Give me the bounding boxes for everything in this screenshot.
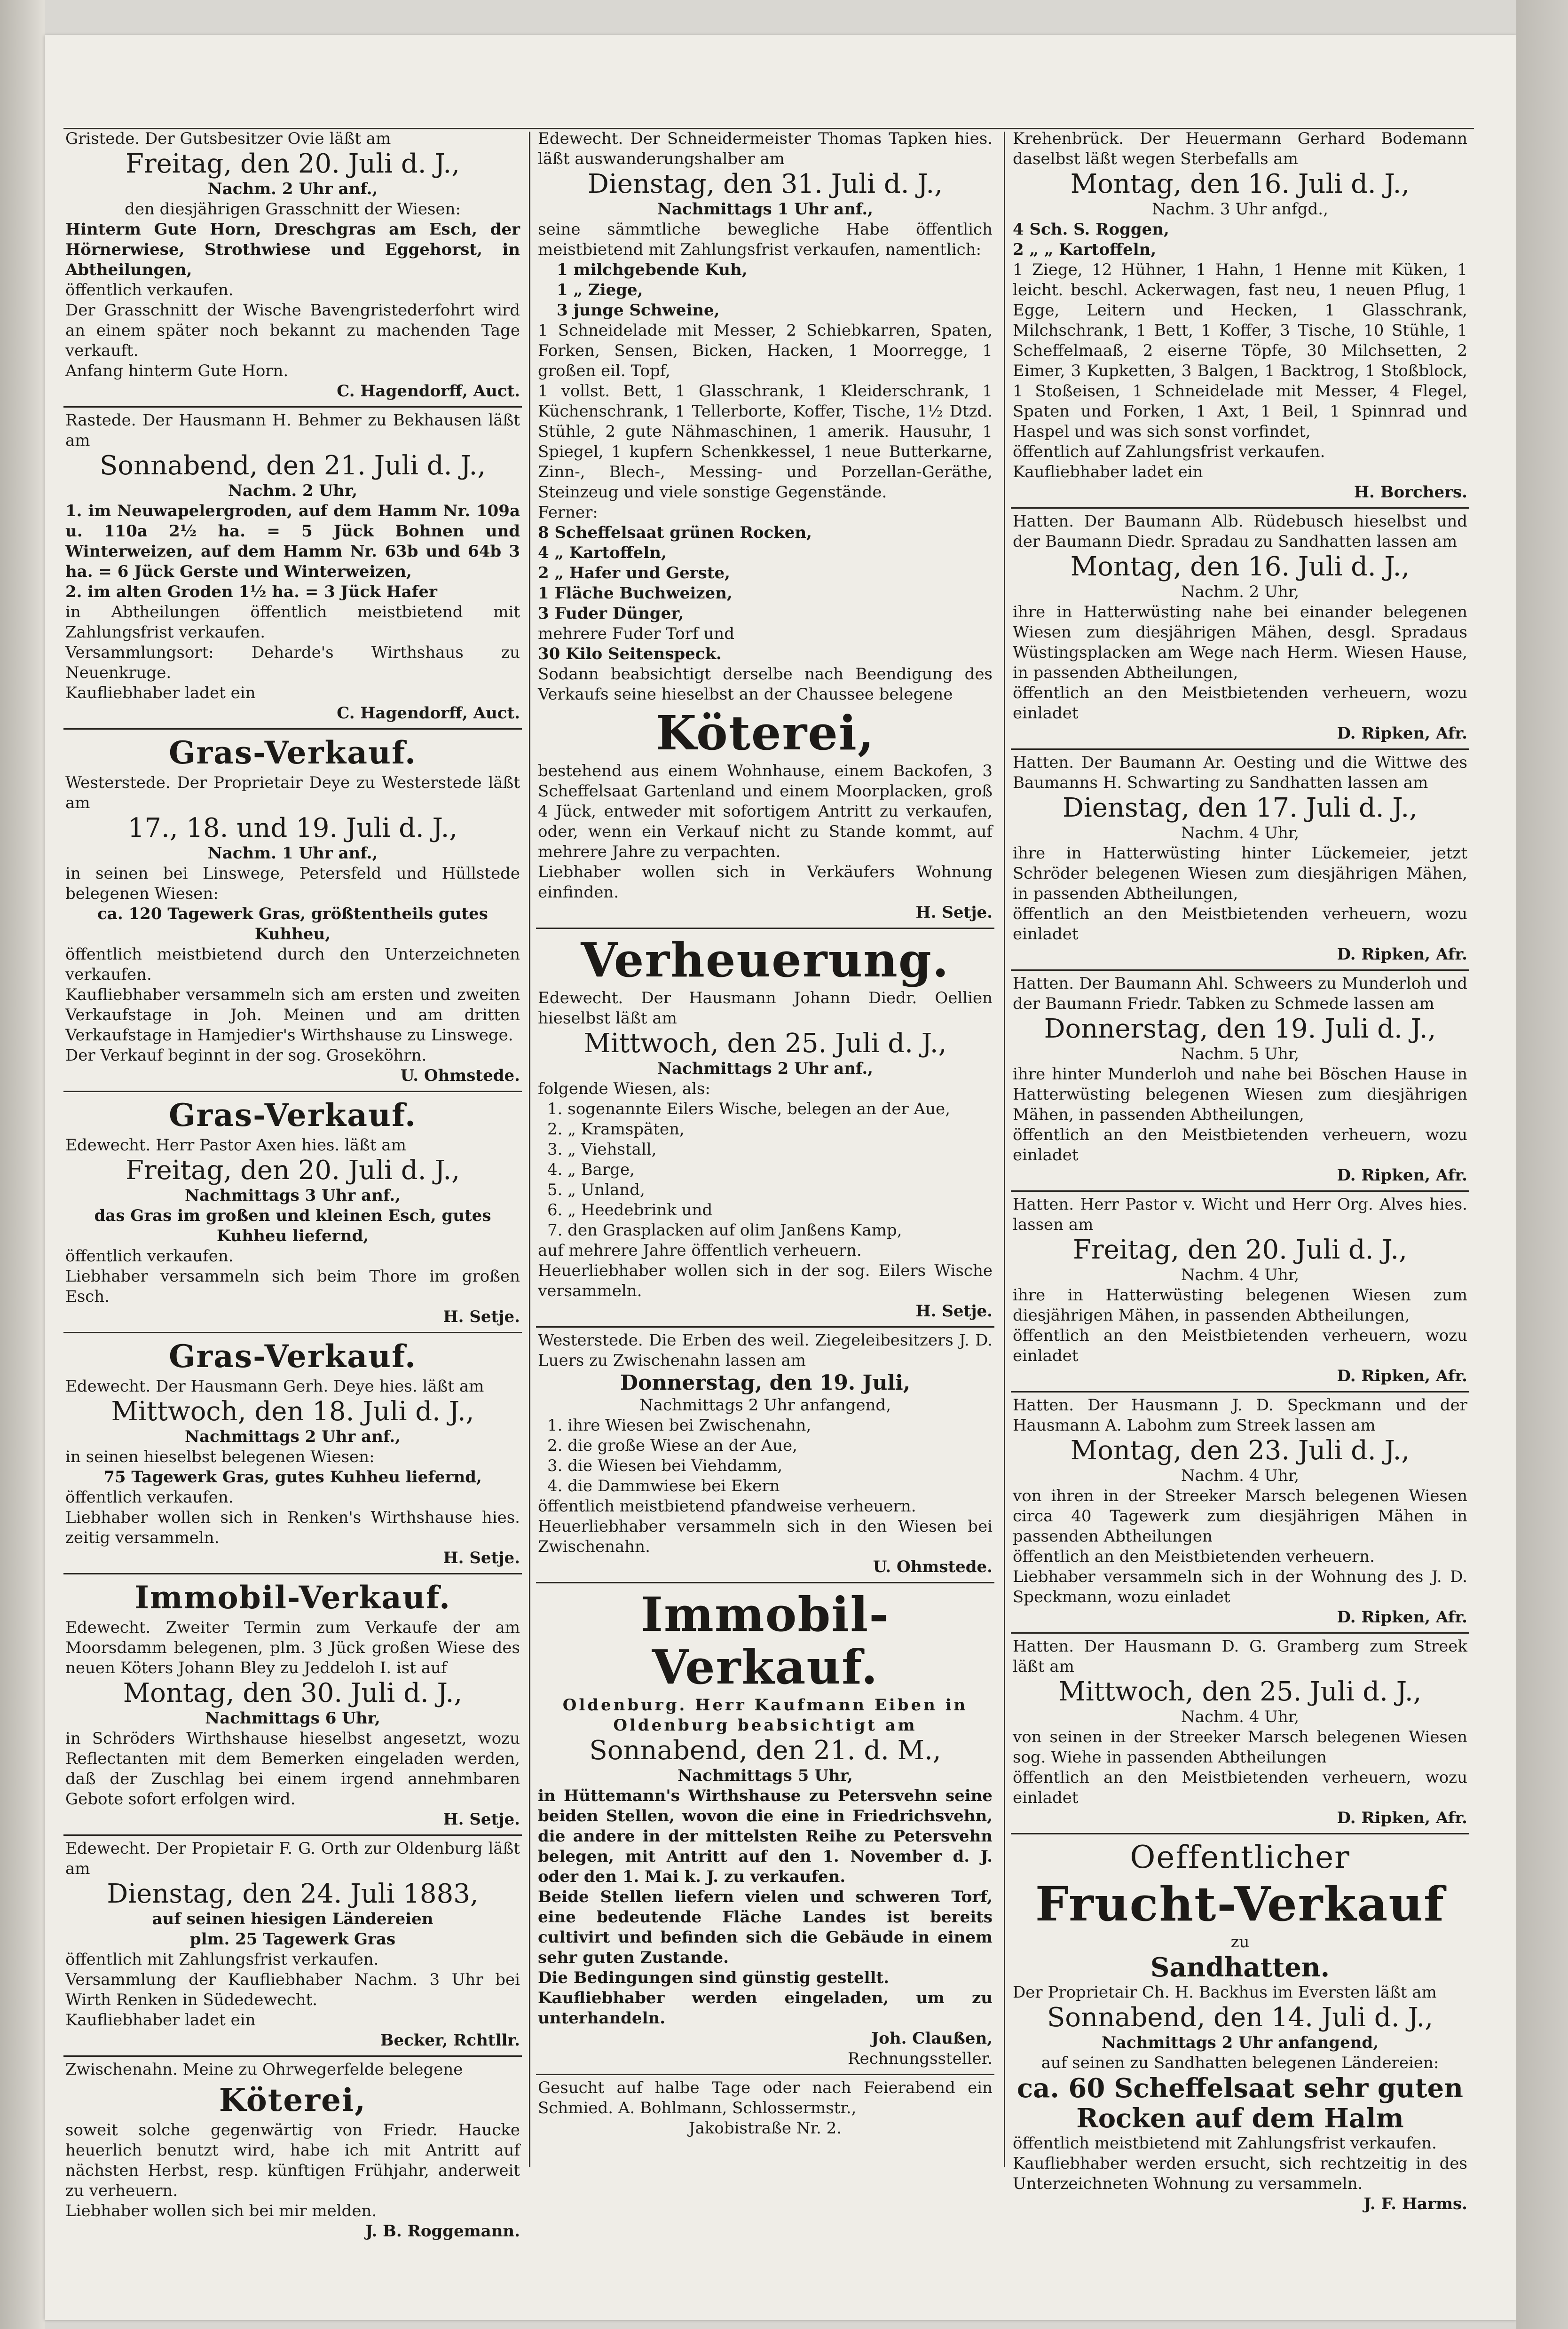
ad-text: soweit solche gegenwärtig von Friedr. Haucke heuerlich benutzt wird, habe ich mit Antritt auf nächsten Herbst, resp. künftigen Frühjahr, anderweit zu verheuern. — [65, 2121, 520, 2200]
ad-signature: H. Borchers. — [1354, 483, 1467, 502]
ad-text: in seinen hieselbst belegenen Wiesen: — [65, 1448, 375, 1466]
ad-intro: Gristede. Der Gutsbesitzer Ovie läßt am — [65, 129, 391, 148]
ad-text: öffentlich mit Zahlungsfrist verkaufen. — [65, 1950, 379, 1969]
ad-signature: H. Setje. — [915, 1302, 993, 1321]
ad-intro: Edewecht. Zweiter Termin zum Verkaufe der am Moorsdamm belegenen, plm. 3 Jück großen Wiese des neuen Köters Johann Bley zu Jeddeloh I. ist auf — [65, 1618, 520, 1677]
ad-date: Donnerstag, den 19. Juli d. J., — [1044, 1014, 1436, 1044]
ad-heading: Köterei, — [219, 2082, 367, 2118]
column-2 — [536, 126, 994, 2282]
ad-text: Kaufliebhaber werden ersucht, sich rechtzeitig in des Unterzeichneten Wohnung zu versammeln. — [1013, 2154, 1467, 2193]
ad-date: Montag, den 30. Juli d. J., — [123, 1678, 463, 1708]
ad-gras-verkauf-westerstede — [63, 730, 522, 1092]
ad-text: Liebhaber wollen sich in Renken's Wirthshause hies. zeitig versammeln. — [65, 1508, 520, 1547]
ad-item: 3 Fuder Dünger, — [538, 604, 684, 623]
ad-signature: J. F. Harms. — [1363, 2195, 1467, 2213]
ad-text: in Hüttemann's Wirthshause zu Petersvehn seine beiden Stellen, wovon die eine in Friedrichsvehn, die andere in der mittelsten Reihe zu Petersvehn belegen, mit Antritt auf den 1. November d. J. oder den 1. Mai k. J. zu verkaufen. — [538, 1786, 993, 1886]
ad-text: 1 vollst. Bett, 1 Glasschrank, 1 Kleiderschrank, 1 Küchenschrank, 1 Tellerborte, Koffer, Tische, 1½ Dtzd. Stühle, 2 gute Nähmaschinen, 1 amerik. Hausuhr, 1 Spiegel, 1 kupfern Schenkkessel, 1 neue Butterkarne, Zinn-, Blech-, Messing- und Porzellan-Geräthe, Steinzeug und viele sonstige Gegenstände. — [538, 382, 993, 502]
ad-heading: Verheuerung. — [581, 932, 950, 988]
ad-date: Dienstag, den 24. Juli 1883, — [107, 1879, 479, 1909]
column-rule-1 — [529, 132, 530, 2167]
ad-signature: H. Setje. — [443, 1810, 520, 1829]
ad-signature: C. Hagendorff, Auct. — [337, 704, 520, 723]
ad-item: 1 „ Ziege, — [557, 281, 643, 299]
ad-intro: Edewecht. Der Schneidermeister Thomas Tapken hies. läßt auswanderungshalber am — [538, 129, 993, 168]
ad-time: Nachm. 2 Uhr, — [1181, 582, 1300, 601]
scan-right-edge — [1516, 0, 1568, 2329]
ad-item: 2 „ „ Kartoffeln, — [1013, 240, 1157, 259]
ad-heading: Gras-Verkauf. — [168, 734, 417, 771]
ad-date: Freitag, den 20. Juli d. J., — [1072, 1235, 1408, 1265]
ad-frucht-verkauf — [1011, 1834, 1469, 2219]
ad-time: Nachm. 2 Uhr anf., — [207, 180, 378, 198]
ad-time: Nachmittags 2 Uhr anf., — [657, 1059, 874, 1078]
ad-signature: Becker, Rchtllr. — [380, 2031, 520, 2050]
ad-text: bestehend aus einem Wohnhause, einem Backofen, 3 Scheffelsaat Gartenland und einem Moorplacken, groß 4 Jück, entweder mit sofortigem Antritt zu verkaufen, oder, wenn ein Verkauf nicht zu Stande kommt, auf mehrere Jahre zu verpachten. — [538, 762, 993, 861]
ad-time: Nachmittags 5 Uhr, — [678, 1766, 853, 1785]
list-item: 4. „ Barge, — [547, 1160, 635, 1179]
ad-text: öffentlich an den Meistbietenden verheuern, wozu einladet — [1013, 1125, 1467, 1164]
ad-text: Liebhaber versammeln sich in der Wohnung des J. D. Speckmann, wozu einladet — [1013, 1567, 1467, 1606]
ad-text: Ferner: — [538, 503, 598, 522]
ad-heading: Gras-Verkauf. — [168, 1338, 417, 1375]
scan-left-edge — [0, 0, 45, 2329]
ad-text: von ihren in der Streeker Marsch belegenen Wiesen circa 40 Tagewerk zum diesjährigen Mähen in passenden Abtheilungen — [1013, 1487, 1467, 1546]
ad-intro: Hatten. Der Baumann Ahl. Schweers zu Munderloh und der Baumann Friedr. Tabken zu Schmede lassen am — [1013, 974, 1467, 1013]
list-item: 2. „ Kramspäten, — [547, 1120, 685, 1139]
list-item: 4. die Dammwiese bei Ekern — [547, 1477, 780, 1495]
ad-time: Nachm. 4 Uhr, — [1181, 824, 1300, 842]
list-item: 6. „ Heedebrink und — [547, 1201, 713, 1220]
ad-signature: Joh. Claußen, — [871, 2029, 993, 2048]
ad-text: öffentlich an den Meistbietenden verheuern, wozu einladet — [1013, 684, 1467, 723]
ad-text: öffentlich an den Meistbietenden verheuern, wozu einladet — [1013, 1768, 1467, 1807]
ad-text: Beide Stellen liefern vielen und schweren Torf, eine bedeutende Fläche Landes ist bereits cultivirt und befinden sich die Gebäude in einem sehr guten Zustande. — [538, 1888, 993, 1967]
ad-verheuerung-oellien — [536, 929, 994, 1328]
ad-item: 3 junge Schweine, — [557, 301, 720, 320]
ad-text: 1 Ziege, 12 Hühner, 1 Hahn, 1 Henne mit Küken, 1 leicht. beschl. Ackerwagen, fast neu, 1 neuen Pflug, 1 Egge, Leitern und Hecken, 1 Glasschrank, Milchschrank, 1 Bett, 1 Koffer, 3 Tische, 10 Stühle, 1 Scheffelmaaß, 2 eiserne Töpfe, 30 Milchsetten, 2 Eimer, 3 Kupketten, 3 Balgen, 1 Backtrog, 1 Stoßblock, 1 Stoßeisen, 1 Schneidelade mit Messer, 4 Flegel, Spaten und Forken, 1 Axt, 1 Beil, 1 Spinnrad und Haspel und was sich sonst vorfindet, — [1013, 260, 1467, 441]
ad-date: Montag, den 23. Juli d. J., — [1070, 1435, 1410, 1466]
ad-bodemann — [1011, 126, 1469, 509]
ad-time: Nachm. 2 Uhr, — [228, 481, 358, 500]
ad-intro: Edewecht. Der Propietair F. G. Orth zur Oldenburg läßt am — [65, 1839, 520, 1878]
ad-intro: Hatten. Der Hausmann J. D. Speckmann und der Hausmann A. Labohm zum Streek lassen am — [1013, 1396, 1467, 1435]
ad-text: Kaufliebhaber ladet ein — [1013, 463, 1203, 481]
ad-date: Freitag, den 20. Juli d. J., — [125, 1155, 460, 1186]
ad-text: ihre hinter Munderloh und nahe bei Böschen Hause in Hatterwüsting belegenen Wiesen zum diesjährigen Mähen, in passenden Abtheilungen, — [1013, 1065, 1467, 1124]
list-item: 3. „ Viehstall, — [547, 1140, 657, 1159]
column-1 — [63, 126, 522, 2282]
ad-text: Der Verkauf beginnt in der sog. Groseköhrn. — [65, 1046, 427, 1065]
ad-text: öffentlich an den Meistbietenden verheuern, wozu einladet — [1013, 905, 1467, 944]
ad-heading: Oeffentlicher — [1130, 1839, 1350, 1875]
ad-signature: H. Setje. — [915, 903, 993, 922]
ad-text: ihre in Hatterwüsting belegenen Wiesen zum diesjährigen Mähen, in passenden Abtheilungen, — [1013, 1286, 1467, 1325]
ad-text: Hinterm Gute Horn, Dreschgras am Esch, der Hörnerwiese, Strothwiese und Eggehorst, in Abtheilungen, — [65, 220, 520, 279]
ad-gras-verkauf-deye — [63, 1333, 522, 1574]
column-rule-2 — [1004, 132, 1005, 2167]
ad-text: 2. im alten Groden 1½ ha. = 3 Jück Hafer — [65, 582, 437, 601]
ad-intro: Edewecht. Der Hausmann Johann Diedr. Oellien hieselbst läßt am — [538, 989, 993, 1028]
ad-date: Freitag, den 20. Juli d. J., — [125, 149, 460, 179]
ad-intro: Westerstede. Der Proprietair Deye zu Westerstede läßt am — [65, 773, 520, 812]
ad-intro: Krehenbrück. Der Heuermann Gerhard Bodemann daselbst läßt wegen Sterbefalls am — [1013, 129, 1467, 168]
ad-time: Nachm. 4 Uhr, — [1181, 1466, 1300, 1485]
ad-date: Montag, den 16. Juli d. J., — [1070, 169, 1410, 199]
ad-text: öffentlich verkaufen. — [65, 281, 234, 299]
ad-signature: J. B. Roggemann. — [365, 2222, 520, 2241]
ad-hatten-oesting — [1011, 750, 1469, 971]
ad-text: ca. 120 Tagewerk Gras, größtentheils gutes Kuhheu, — [97, 905, 488, 944]
ad-text: ca. 60 Scheffelsaat sehr guten Rocken auf dem Halm — [1017, 2073, 1463, 2134]
ad-item: 8 Scheffelsaat grünen Rocken, — [538, 523, 812, 542]
ad-text: öffentlich an den Meistbietenden verheuern. — [1013, 1547, 1375, 1566]
ad-signature: H. Setje. — [443, 1307, 520, 1326]
ad-item: 4 „ Kartoffeln, — [538, 543, 667, 562]
ad-signature-title: Rechnungssteller. — [848, 2049, 993, 2068]
ad-text: Kaufliebhaber ladet ein — [65, 2011, 256, 2030]
ad-text: Liebhaber versammeln sich beim Thore im großen Esch. — [65, 1267, 520, 1306]
ad-text: Die Bedingungen sind günstig gestellt. — [538, 1968, 890, 1987]
ad-text: seine sämmtliche bewegliche Habe öffentlich meistbietend mit Zahlungsfrist verkaufen, namentlich: — [538, 220, 993, 259]
list-item: 1. ihre Wiesen bei Zwischenahn, — [547, 1416, 812, 1435]
ad-time: Nachmittags 3 Uhr anf., — [184, 1186, 401, 1205]
ad-text: Liebhaber wollen sich bei mir melden. — [65, 2202, 377, 2220]
list-item: 2. die große Wiese an der Aue, — [547, 1436, 797, 1455]
ad-gristede — [63, 126, 522, 408]
ad-heading-place: Sandhatten. — [1150, 1952, 1330, 1983]
ad-text: ihre in Hatterwüsting hinter Lückemeier, jetzt Schröder belegenen Wiesen zum diesjährigen Mähen, in passenden Abtheilungen, — [1013, 844, 1467, 903]
ad-text: Versammlungsort: Deharde's Wirthshaus zu Neuenkruge. — [65, 643, 520, 682]
ad-text: Liebhaber wollen sich in Verkäufers Wohnung einfinden. — [538, 863, 993, 902]
ad-date: Dienstag, den 17. Juli d. J., — [1062, 793, 1418, 823]
ad-signature: C. Hagendorff, Auct. — [337, 382, 520, 401]
ad-signature: D. Ripken, Afr. — [1337, 1166, 1467, 1185]
ad-intro: Oldenburg. Herr Kaufmann Eiben in Oldenburg beabsichtigt am — [562, 1696, 968, 1735]
ad-rastede — [63, 408, 522, 730]
ad-intro: Zwischenahn. Meine zu Ohrwegerfelde belegene — [65, 2060, 463, 2079]
ad-date: Mittwoch, den 18. Juli d. J., — [111, 1396, 474, 1427]
ad-text: Sodann beabsichtigt derselbe nach Beendigung des Verkaufs seine hieselbst an der Chaussee belegene — [538, 665, 993, 704]
ad-time: Nachm. 4 Uhr, — [1181, 1707, 1300, 1726]
ad-date: Donnerstag, den 19. Juli, — [620, 1371, 911, 1395]
ad-text: Der Grasschnitt der Wische Bavengristederfohrt wird an einem später noch bekannt zu machenden Tage verkauft. — [65, 301, 520, 360]
ad-text: von seinen in der Streeker Marsch belegenen Wiesen sog. Wiehe in passenden Abtheilungen — [1013, 1728, 1467, 1767]
ad-intro: Hatten. Der Baumann Alb. Rüdebusch hieselbst und der Baumann Diedr. Spradau zu Sandhatten lassen am — [1013, 512, 1467, 551]
ad-tapken — [536, 126, 994, 929]
ad-text: 75 Tagewerk Gras, gutes Kuhheu liefernd, — [103, 1468, 482, 1487]
ad-text: in Schröders Wirthshause hieselbst angesetzt, wozu Reflectanten mit dem Bemerken eingeladen werden, daß der Zuschlag bei einem irgend annehmbaren Gebote sofort erfolgen wird. — [65, 1729, 520, 1809]
ad-intro: Hatten. Der Baumann Ar. Oesting und die Wittwe des Baumanns H. Schwarting zu Sandhatten lassen am — [1013, 753, 1467, 792]
ad-text: Kaufliebhaber versammeln sich am ersten und zweiten Verkaufstage in Joh. Meinen und am dritten Verkaufstage in Hamjedier's Wirthshause zu Linswege. — [65, 985, 520, 1045]
ad-text: Kaufliebhaber werden eingeladen, um zu unterhandeln. — [538, 1989, 993, 2028]
ad-text: plm. 25 Tagewerk Gras — [189, 1930, 396, 1949]
ad-hatten-schweers — [1011, 971, 1469, 1192]
ad-hatten-ruedebusch — [1011, 509, 1469, 750]
ad-date: Mittwoch, den 25. Juli d. J., — [1058, 1676, 1422, 1707]
ad-date: Sonnabend, den 21. d. M., — [589, 1735, 941, 1766]
ad-time: Nachm. 3 Uhr anfgd., — [1152, 200, 1328, 219]
ad-text: 1 Schneidelade mit Messer, 2 Schiebkarren, Spaten, Forken, Sensen, Bicken, Hacken, 1 Moorregge, 1 großen eil. Topf, — [538, 321, 993, 380]
ad-signature: D. Ripken, Afr. — [1337, 945, 1467, 964]
ad-text: Jakobistraße Nr. 2. — [688, 2119, 842, 2138]
ad-item: 4 Sch. S. Roggen, — [1013, 220, 1169, 239]
ad-hatten-gramberg — [1011, 1634, 1469, 1834]
ad-item: mehrere Fuder Torf und — [538, 624, 734, 643]
ad-date: 17., 18. und 19. Juli d. J., — [127, 813, 458, 843]
ad-heading: Immobil-Verkauf. — [134, 1579, 451, 1616]
ad-text: öffentlich meistbietend durch den Unterzeichneten verkaufen. — [65, 945, 520, 984]
ad-signature: H. Setje. — [443, 1549, 520, 1567]
ad-signature: U. Ohmstede. — [873, 1558, 993, 1576]
ad-text: folgende Wiesen, als: — [538, 1079, 710, 1098]
ad-text: Heuerliebhaber versammeln sich in den Wiesen bei Zwischenahn. — [538, 1517, 993, 1556]
ad-text: öffentlich meistbietend mit Zahlungsfrist verkaufen. — [1013, 2134, 1437, 2153]
ad-immobil-verkauf-eiben — [536, 1583, 994, 2075]
ad-signature: D. Ripken, Afr. — [1337, 1367, 1467, 1385]
ad-time: Nachmittags 1 Uhr anf., — [657, 200, 874, 219]
ad-time: Nachmittags 2 Uhr anfangend, — [1101, 2033, 1379, 2052]
ad-intro: Westerstede. Die Erben des weil. Ziegeleibesitzers J. D. Luers zu Zwischenahn lassen am — [538, 1331, 993, 1370]
ad-signature: U. Ohmstede. — [400, 1066, 520, 1085]
list-item: 3. die Wiesen bei Viehdamm, — [547, 1456, 783, 1475]
list-item: 1. sogenannte Eilers Wische, belegen an der Aue, — [547, 1100, 950, 1118]
ad-intro: Hatten. Herr Pastor v. Wicht und Herr Org. Alves hies. lassen am — [1013, 1195, 1467, 1234]
ad-text: ihre in Hatterwüsting nahe bei einander belegenen Wiesen zum diesjährigen Mähen, desgl. Spradaus Wüstingsplacken am Wege nach Herm. Wiesen Hause, in passenden Abtheilungen, — [1013, 603, 1467, 682]
ad-intro: Der Proprietair Ch. H. Backhus im Eversten läßt am — [1013, 1983, 1437, 2002]
list-item: 5. „ Unland, — [547, 1180, 645, 1199]
ad-text: auf seinen hiesigen Ländereien — [152, 1910, 433, 1928]
ad-gesucht-schmied — [536, 2075, 994, 2143]
ad-text: öffentlich verkaufen. — [65, 1488, 234, 1507]
ad-hatten-speckmann — [1011, 1393, 1469, 1634]
ad-text: Anfang hinterm Gute Horn. — [65, 362, 289, 380]
ad-text: öffentlich auf Zahlungsfrist verkaufen. — [1013, 442, 1325, 461]
ad-text: Versammlung der Kaufliebhaber Nachm. 3 Uhr bei Wirth Renken in Südedewecht. — [65, 1970, 520, 2009]
ad-text: den diesjährigen Grasschnitt der Wiesen: — [125, 200, 461, 219]
ad-item: 30 Kilo Seitenspeck. — [538, 645, 722, 663]
ad-time: Nachm. 4 Uhr, — [1181, 1266, 1300, 1284]
ad-time: Nachm. 5 Uhr, — [1181, 1045, 1300, 1063]
ad-time: Nachmittags 6 Uhr, — [205, 1709, 380, 1728]
ad-text: in seinen bei Linswege, Petersfeld und Hüllstede belegenen Wiesen: — [65, 864, 520, 903]
ad-intro: Edewecht. Der Hausmann Gerh. Deye hies. läßt am — [65, 1377, 484, 1396]
ad-immobil-verkauf-bley — [63, 1574, 522, 1836]
ad-text: 1. im Neuwapelergroden, auf dem Hamm Nr. 109a u. 110a 2½ ha. = 5 Jück Bohnen und Winterweizen, auf dem Hamm Nr. 63b und 64b 3 ha. = 6 Jück Gerste und Winterweizen, — [65, 502, 520, 581]
ad-luers — [536, 1328, 994, 1583]
ad-text: Kaufliebhaber ladet ein — [65, 684, 256, 702]
list-item: 7. den Grasplacken auf olim Janßens Kamp, — [547, 1221, 902, 1240]
ad-intro: Rastede. Der Hausmann H. Behmer zu Bekhausen läßt am — [65, 411, 520, 450]
ad-signature: D. Ripken, Afr. — [1337, 724, 1467, 743]
ad-orth — [63, 1836, 522, 2057]
ad-time: Nachm. 1 Uhr anf., — [207, 844, 378, 863]
ad-gras-verkauf-axen — [63, 1092, 522, 1333]
ad-date: Sonnabend, den 14. Juli d. J., — [1047, 2002, 1434, 2033]
ad-date: Sonnabend, den 21. Juli d. J., — [99, 450, 486, 481]
ad-date: Montag, den 16. Juli d. J., — [1070, 551, 1410, 582]
ad-text: öffentlich an den Meistbietenden verheuern, wozu einladet — [1013, 1326, 1467, 1365]
ad-heading: Gras-Verkauf. — [168, 1097, 417, 1133]
ad-time: Nachmittags 2 Uhr anf., — [184, 1427, 401, 1446]
ad-text: Gesucht auf halbe Tage oder nach Feierabend ein Schmied. A. Bohlmann, Schlossermstr., — [538, 2078, 993, 2117]
ad-intro: Hatten. Der Hausmann D. G. Gramberg zum Streek läßt am — [1013, 1637, 1467, 1676]
ad-text: auf seinen zu Sandhatten belegenen Ländereien: — [1041, 2054, 1439, 2072]
ad-item: 1 milchgebende Kuh, — [557, 260, 748, 279]
column-3 — [1011, 126, 1469, 2282]
ad-date: Mittwoch, den 25. Juli d. J., — [583, 1028, 947, 1059]
ad-heading: Immobil-Verkauf. — [641, 1587, 890, 1695]
ad-heading: Köterei, — [655, 705, 875, 761]
ad-text: in Abtheilungen öffentlich meistbietend mit Zahlungsfrist verkaufen. — [65, 603, 520, 642]
ad-hatten-wicht — [1011, 1192, 1469, 1393]
ad-text: Heuerliebhaber wollen sich in der sog. Eilers Wische versammeln. — [538, 1261, 993, 1300]
ad-time: Nachmittags 2 Uhr anfangend, — [639, 1396, 891, 1415]
ad-intro: Edewecht. Herr Pastor Axen hies. läßt am — [65, 1136, 406, 1155]
ad-signature: D. Ripken, Afr. — [1337, 1809, 1467, 1827]
ad-text: öffentlich verkaufen. — [65, 1247, 234, 1266]
ad-date: Dienstag, den 31. Juli d. J., — [587, 169, 943, 199]
ad-text: auf mehrere Jahre öffentlich verheuern. — [538, 1241, 862, 1260]
ad-item: 1 Fläche Buchweizen, — [538, 584, 733, 603]
ad-zwischenahn-koeterei — [63, 2057, 522, 2246]
ad-item: 2 „ Hafer und Gerste, — [538, 564, 730, 582]
ad-signature: D. Ripken, Afr. — [1337, 1608, 1467, 1627]
ad-text: öffentlich meistbietend pfandweise verheuern. — [538, 1497, 916, 1516]
ad-heading: Frucht-Verkauf — [1035, 1876, 1445, 1932]
ad-text: das Gras im großen und kleinen Esch, gutes Kuhheu liefernd, — [94, 1206, 491, 1245]
ad-heading-sub: zu — [1230, 1933, 1250, 1951]
